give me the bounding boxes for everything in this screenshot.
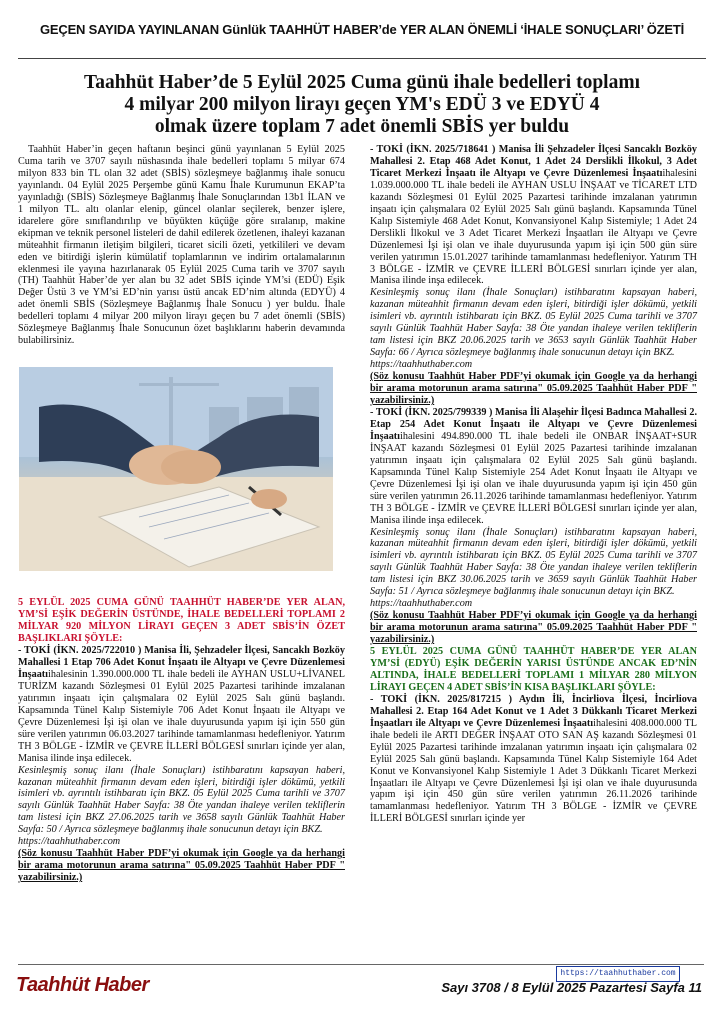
footer-url[interactable]: https://taahhuthaber.com bbox=[556, 966, 680, 982]
tender-item-1-body: ihalesinin 1.390.000.000 TL ihale bedeli ile AYHAN USLU+LİVANEL TURİZM kazandı Sözleşmesi 01 Eylül 2025 Pazartesi tarihinde imzalanan yatırımın inşaatı için çalışmalara 02 Eylül 2025 Salı günü başlandı. Kapsamında Tünel Kalıp Sistemiyle 706 Adet Konut İnşaatı ile Altyapı ve Çevre Düzenlemesi İşi işi olan ve ihale duyurusunda yapım işi için 550 gün süre verilen yatırımın 06.03.2027 tarihinde tamamlanması hedefleniyor. Yatırım TH 3 BÖLGE - İZMİR ve ÇEVRE İLLERİ BÖLGESİ sınırları içinde yer alan, Manisa ilinde inşa edilecek. bbox=[18, 668, 345, 764]
handshake-illustration bbox=[19, 367, 333, 571]
tender-item-3-reference: Kesinleşmiş sonuç ilanı (İhale Sonuçları) istihbaratını kapsayan haberi, kazanan müteahhit firmanın devam eden işleri, bitirdiği işler dökümü, yetkili isimleri vb. ayrıntılı istihbaratı için BKZ. 05 Eylül 2025 Cuma tarihli ve 3707 sayılı Günlük Taahhüt Haber Sayfa: 38 Öte yandan ihaleye verilen tekliflerin tam listesi için BKZ 30.06.2025 tarih ve 3659 sayılı Günlük Taahhüt Haber Sayfa: 51 / Ayrıca sözleşmeye bağlanmış ihale sonucunun detayı için BKZ. bbox=[370, 526, 697, 598]
tender-item-2 bbox=[370, 144, 697, 287]
handshake-photo bbox=[19, 367, 333, 571]
tender-item-4-title: - TOKİ (İKN. 2025/817215 ) Aydın İli, İncirliova İlçesi, İncirliova Mahallesi 2. Etap 164 Adet Konut ve 1 Adet 3 Dükkanlı Ticaret Merkezi İnşaatları ile Altyapı ve Çevre Düzenlemesi İnşaatı bbox=[370, 693, 697, 729]
tender-item-1-pdf-note[interactable]: (Söz konusu Taahhüt Haber PDF’yi okumak için Google ya da herhangi bir arama motorunun arama satırına" 05.09.2025 Taahhüt Haber PDF " yazabilirsiniz.) bbox=[18, 848, 345, 884]
tender-item-3 bbox=[370, 407, 697, 527]
tender-item-4-body: ihalesini 408.000.000 TL ihale bedeli ile ARTI DEĞER İNŞAAT OTO SAN AŞ kazandı Sözleşmesi 01 Eylül 2025 Pazartesi tarihinde imzalanan yatırımın inşaatı için çalışmalara 02 Eylül 2025 Salı günü başlandı. Kapsamında Tünel Kalıp Sistemiyle 164 Adet Konut ve Konvansiyonel Kalıp Sistemiyle 1 Adet 3 Dükkanlı Ticaret Merkezi İnşaatları ile Altyapı ve Çevre Düzenlemesi İşi işi olan ve ihale duyurusunda yapım işi için 450 gün süre verilen yatırımın 26.11.2026 tarihinde tamamlanması hedefleniyor. Yatırım TH 3 BÖLGE - İZMİR ve ÇEVRE İLLERİ BÖLGESİ sınırları içinde yer bbox=[370, 717, 697, 825]
tender-item-1-url[interactable]: https://taahhuthaber.com bbox=[18, 836, 121, 848]
tender-item-2-pdf-note[interactable]: (Söz konusu Taahhüt Haber PDF’yi okumak için Google ya da herhangi bir arama motorunun arama satırına" 05.09.2025 Taahhüt Haber PDF " yazabilirsiniz.) bbox=[370, 371, 697, 407]
tender-item-1-reference: Kesinleşmiş sonuç ilanı (İhale Sonuçları) istihbaratını kapsayan haberi, kazanan müteahhit firmanın devam eden işleri, bitirdiği işler dökümü, yetkili isimleri vb. ayrıntılı istihbaratı için BKZ. 05 Eylül 2025 Cuma tarihli ve 3707 sayılı Günlük Taahhüt Haber Sayfa: 38 Öte yandan ihaleye verilen tekliflerin tam listesi için BKZ 27.06.2025 tarih ve 3658 sayılı Günlük Taahhüt Haber Sayfa: 50 / Ayrıca sözleşmeye bağlanmış ihale sonucunun detayı için BKZ. bbox=[18, 764, 345, 836]
tender-item-3-body: ihalesini 494.890.000 TL ihale bedeli ile ONBAR İNŞAAT+SUR İNŞAAT kazandı Sözleşmesi 01 Eylül 2025 Pazartesi tarihinde imzalanan yatırımın inşaatı için çalışmalara 02 Eylül 2025 Salı günü başlandı. Kapsamında Tünel Kalıp Sistemiyle 254 Adet Konut İnşaatı ile Altyapı ve Çevre Düzenlemesi İşi işi olan ve ihale duyurusunda yapım işi için 450 gün süre verilen yatırımın 26.11.2026 tarihinde tamamlanması hedefleniyor. Yatırım TH 3 BÖLGE - İZMİR ve ÇEVRE İLLERİ BÖLGESİ sınırları içinde yer alan, Manisa ilinde inşa edilecek. bbox=[370, 430, 697, 526]
top-title: GEÇEN SAYIDA YAYINLANAN Günlük TAAHHÜT HABER’de YER ALAN ÖNEMLİ ‘İHALE SONUÇLARI’ ÖZETİ bbox=[40, 22, 684, 37]
tender-item-1-title: - TOKİ (İKN. 2025/722010 ) Manisa İli, Şehzadeler İlçesi, Sancaklı Bozköy Mahallesi 1 Etap 706 Adet Konut İnşaatı ile Altyapı ve Çevre Düzenlemesi İnşaatı bbox=[18, 645, 345, 680]
tender-item-2-reference: Kesinleşmiş sonuç ilanı (İhale Sonuçları) istihbaratını kapsayan haberi, kazanan müteahhit firmanın devam eden işleri, bitirdiği işler dökümü, yetkili isimleri vb. ayrıntılı istihbaratı için BKZ. 05 Eylül 2025 Cuma tarihli ve 3707 sayılı Günlük Taahhüt Haber Sayfa: 38 Öte yandan ihaleye verilen tekliflerin tam listesi için BKZ 20.06.2025 tarih ve 3653 sayılı Günlük Taahhüt Haber Sayfa: 66 / Ayrıca sözleşmeye bağlanmış ihale sonucunun detayı için BKZ. bbox=[370, 287, 697, 359]
footer-divider bbox=[18, 964, 704, 965]
tender-item-3-url[interactable]: https://taahhuthaber.com bbox=[370, 598, 473, 610]
tender-item-2-title: - TOKİ (İKN. 2025/718641 ) Manisa İli Şehzadeler İlçesi Sancaklı Bozköy Mahallesi 2. Etap 468 Adet Konut, 1 Adet 24 Derslikli İlkokul, 3 Adet Ticaret Merkezi İnşaatı ile Altyapı ve Çevre Düzenlemesi İnşaatı bbox=[370, 144, 697, 179]
top-divider bbox=[18, 58, 706, 59]
tender-item-2-url[interactable]: https://taahhuthaber.com bbox=[370, 359, 473, 371]
right-column bbox=[370, 144, 697, 825]
tender-item-3-title: - TOKİ (İKN. 2025/799339 ) Manisa İli Alaşehir İlçesi Badınca Mahallesi 2. Etap 254 Adet Konut İnşaatı ile Altyapı ve Çevre Düzenlemesi İnşaatı bbox=[370, 406, 697, 442]
tender-item-3-pdf-note[interactable]: (Söz konusu Taahhüt Haber PDF’yi okumak için Google ya da herhangi bir arama motorunun arama satırına" 05.09.2025 Taahhüt Haber PDF " yazabilirsiniz.) bbox=[370, 610, 697, 646]
headline bbox=[40, 72, 684, 138]
headline-line-2: 4 milyar 200 milyon lirayı geçen YM's EDÜ 3 ve EDYÜ 4 bbox=[124, 94, 600, 115]
section-heading-edu: 5 EYLÜL 2025 CUMA GÜNÜ TAAHHÜT HABER’DE YER ALAN, YM’Sİ EŞİK DEĞERİN ÜSTÜNDE, İHALE BEDELLERİ TOPLAMI 2 MİLYAR 920 MİLYON LİRAYI GEÇEN 3 ADET SBİS’İN ÖZET BAŞLIKLARI ŞÖYLE: bbox=[18, 597, 345, 645]
page-info: Sayı 3708 / 8 Eylül 2025 Pazartesi Sayfa 11 bbox=[441, 980, 702, 995]
brand-logo: Taahhüt Haber bbox=[16, 974, 149, 996]
tender-item-1 bbox=[18, 645, 345, 765]
tender-item-4 bbox=[370, 694, 697, 825]
left-column bbox=[18, 144, 345, 884]
headline-line-1: Taahhüt Haber’de 5 Eylül 2025 Cuma günü ihale bedelleri toplamı bbox=[84, 72, 640, 93]
section-heading-edyu: 5 EYLÜL 2025 CUMA GÜNÜ TAAHHÜT HABER’DE YER ALAN YM’Sİ (EDYÜ) EŞİK DEĞERİN YARISI ÜSTÜNDE ANCAK ED’NİN ALTINDA, İHALE BEDELLERİ TOPLAMI 1 MİLYAR 280 MİLYON LİRAYI GEÇEN 4 ADET SBİS’İN KISA BAŞLIKLARI ŞÖYLE: bbox=[370, 646, 697, 693]
tender-item-2-body: ihalesini 1.039.000.000 TL ihale bedeli ile AYHAN USLU İNŞAAT ve TİCARET LTD kazandı Sözleşmesi 01 Eylül 2025 Pazartesi tarihinde imzalanan yatırımın inşaatı için çalışmalara 02 Eylül 2025 Salı günü başlandı. Kapsamında Tünel Kalıp Sistemiyle 468 Adet Konut, Konvansiyonel Kalıp Sistemiyle; 1 Adet 24 Derslikli İlkokul ve 3 Adet Ticaret Merkezi İnşaatları ile Altyapı ve Çevre Düzenlemesi İşi işi olan ve ihale duyurusunda yapım işi için 500 gün süre verilen yatırımın 15.01.2027 tarihinde tamamlanması hedefleniyor. Yatırım TH 3 BÖLGE - İZMİR ve ÇEVRE İLLERİ BÖLGESİ sınırları içinde yer alan, Manisa ilinde inşa edilecek. bbox=[370, 167, 697, 287]
intro-paragraph: Taahhüt Haber’in geçen haftanın beşinci günü yayınlanan 5 Eylül 2025 Cuma tarih ve 3707 sayılı nüshasında ihale bedelleri toplamı 5 milyar 674 milyon 833 bin TL olan 32 adet (SBİS) sözleşmeye bağlanmış ihale sonucu yayınlandı. 04 Eylül 2025 Perşembe günü Kamu İhale Kurumunun EKAP’ta yayınladığı (SBİS) Sözleşmeye Bağlanmış İhale Sonuçlarından 13b1 İLAN ve 1 milyon TL. altı olanlar elenip, güncel olanlar seçilerek, benzer işlere, idarelere göre sınıflandırılıp ve büyükten küçüğe göre sıralanıp, makine ekipman ve teknik personel listeleri de dahil edilerek özetlenen, ihaleyi kazanan müteahhit firmanın iletişim bilgileri, ticaret sicili özeti, yetkilileri ve devam eden ve bitirdiği işlerin kümülatif toplamlarının ve indirim ortalamalarının eklenmesi ile yayına hazırlanarak 05 Eylül 2025 Cuma tarih ve 3707 sayılı (TH) Taahhüt Haber’de yer alan bu 32 adet SBİS içinde YM’si (EDÜ) Eşik Değer Üstü 3 ve YM’si ED’nin yarısı üstü ancak ED’nim altında (EDYÜ) 4 adet önemli SBİS (Sözleşmeye Bağlanmış İhale Sonucu ) yer buldu. İhale bedelleri toplamı 4 milyar 200 milyon lirayı geçen bu 7 adet önemli (SBİS) Sözleşmeye Bağlanmış İhale Sonucunun özet başlıklarını haberin devamında bulabilirsiniz. bbox=[18, 144, 345, 347]
headline-line-3: olmak üzere toplam 7 adet önemli SBİS yer buldu bbox=[154, 116, 570, 137]
